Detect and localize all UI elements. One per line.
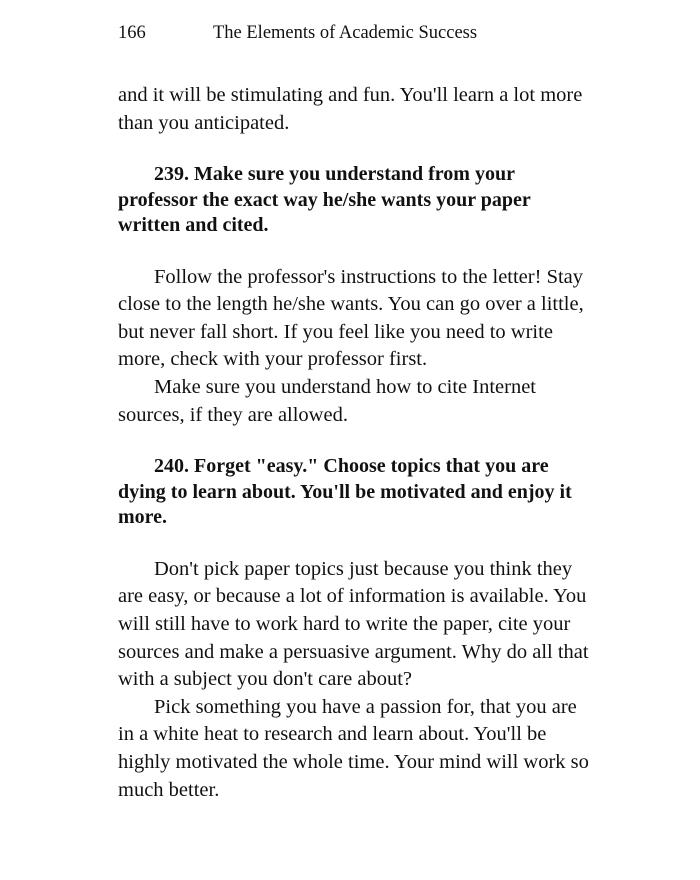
tip-240-heading: 240. Forget "easy." Choose topics that you are dying to learn about. You'll be motivated and enjoy it more.	[118, 455, 572, 529]
page-number: 166	[118, 23, 146, 43]
tip-239-paragraph-1: Follow the professor's instructions to the letter! Stay close to the length he/she wants. You can go over a little, but never fall short. If you feel like you need to write more, check with your professor first.	[118, 265, 584, 371]
tip-240-paragraph-2: Pick something you have a passion for, that you are in a white heat to research and learn about. You'll be highly motivated the whole time. Your mind will work so much better.	[118, 695, 589, 801]
running-title: The Elements of Academic Success	[213, 23, 478, 43]
tip-240-paragraph-1: Don't pick paper topics just because you think they are easy, or because a lot of information is available. You will still have to work hard to write the paper, cite your sources and make a persuasive argument. Why do all that with a subject you don't care about?	[118, 557, 589, 691]
tip-239-paragraph-2: Make sure you understand how to cite Internet sources, if they are allowed.	[118, 376, 536, 426]
page-body	[118, 82, 593, 804]
tip-239-heading: 239. Make sure you understand from your professor the exact way he/she wants your paper written and cited.	[118, 163, 531, 237]
continued-paragraph: and it will be stimulating and fun. You'll learn a lot more than you anticipated.	[118, 84, 583, 134]
running-header	[118, 20, 578, 46]
